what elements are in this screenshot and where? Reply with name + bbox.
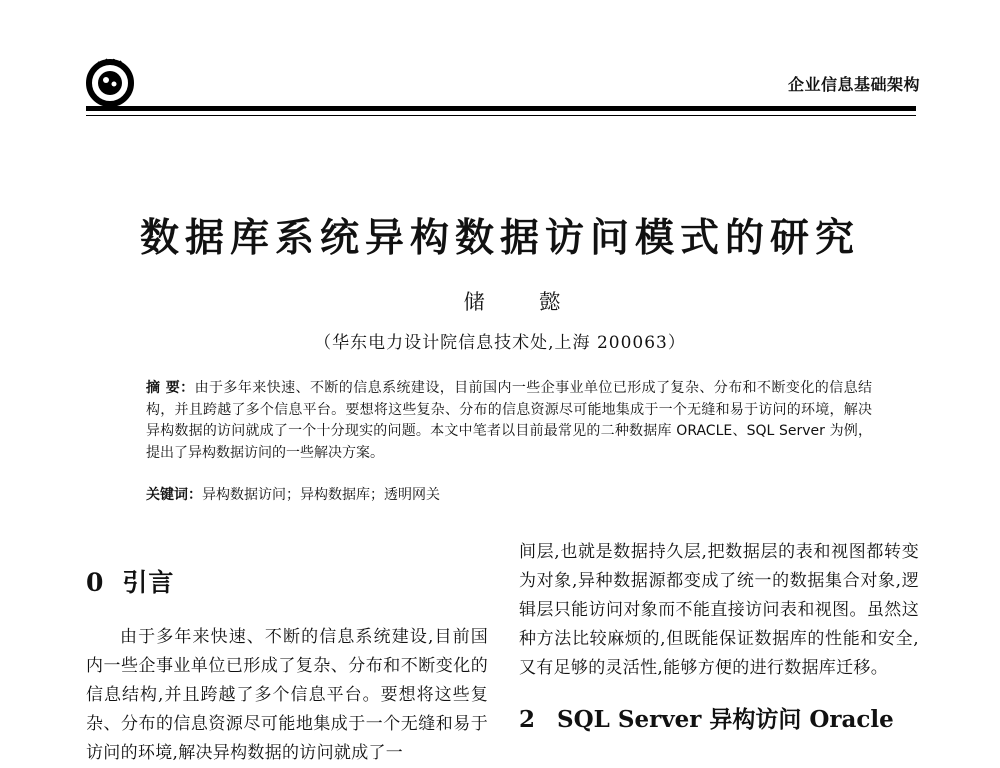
journal-logo-icon: [84, 56, 136, 108]
right-column-continuation: 间层,也就是数据持久层,把数据层的表和视图都转变为对象,异种数据源都变成了统一的数据集合对象,逻辑层只能访问对象而不能直接访问表和视图。虽然这种方法比较麻烦的,但既能保证数据库的性能和安全,又有足够的灵活性,能够方便的进行数据库迁移。: [519, 542, 919, 678]
section-0-heading: [86, 563, 488, 599]
article-title: 数据库系统异构数据访问模式的研究: [139, 215, 860, 261]
keywords-label: 关键词：: [146, 487, 202, 503]
author-affiliation: （华东电力设计院信息技术处,上海 200063）: [314, 333, 686, 353]
section-0-number: 0: [86, 568, 105, 597]
abstract-text: 由于多年来快速、不断的信息系统建设，目前国内一些企事业单位已形成了复杂、分布和不断变化的信息结构，并且跨越了多个信息平台。要想将这些复杂、分布的信息资源尽可能地集成于一个无缝和易于访问的环境，解决异构数据的访问就成了一个十分现实的问题。本文中笔者以目前最常见的二种数据库 ORACLE、SQL Server 为例，提出了异构数据访问的一些解决方案。: [146, 380, 873, 461]
section-0-body: 由于多年来快速、不断的信息系统建设,目前国内一些企事业单位已形成了复杂、分布和不断变化的信息结构,并且跨越了多个信息平台。要想将这些复杂、分布的信息资源尽可能地集成于一个无缝和易于访问的环境,解决异构数据的访问就成了一: [86, 627, 488, 763]
abstract-label: 摘 要：: [146, 380, 195, 396]
section-2-heading: [519, 701, 919, 734]
section-2-title: SQL Server 异构访问 Oracle: [557, 706, 894, 733]
journal-section-label: 企业信息基础架构: [787, 75, 920, 94]
header-rule-thin: [86, 115, 916, 116]
keywords-text: 异构数据访问；异构数据库；透明网关: [202, 487, 440, 503]
left-column: [86, 563, 488, 768]
author-name: 储 懿: [463, 290, 585, 314]
section-0-title: 引言: [122, 568, 175, 597]
header-rule-thick: [86, 106, 916, 111]
section-2-number: 2: [519, 706, 536, 733]
right-column: [519, 538, 919, 734]
keywords: [146, 484, 872, 504]
abstract: [146, 378, 872, 464]
